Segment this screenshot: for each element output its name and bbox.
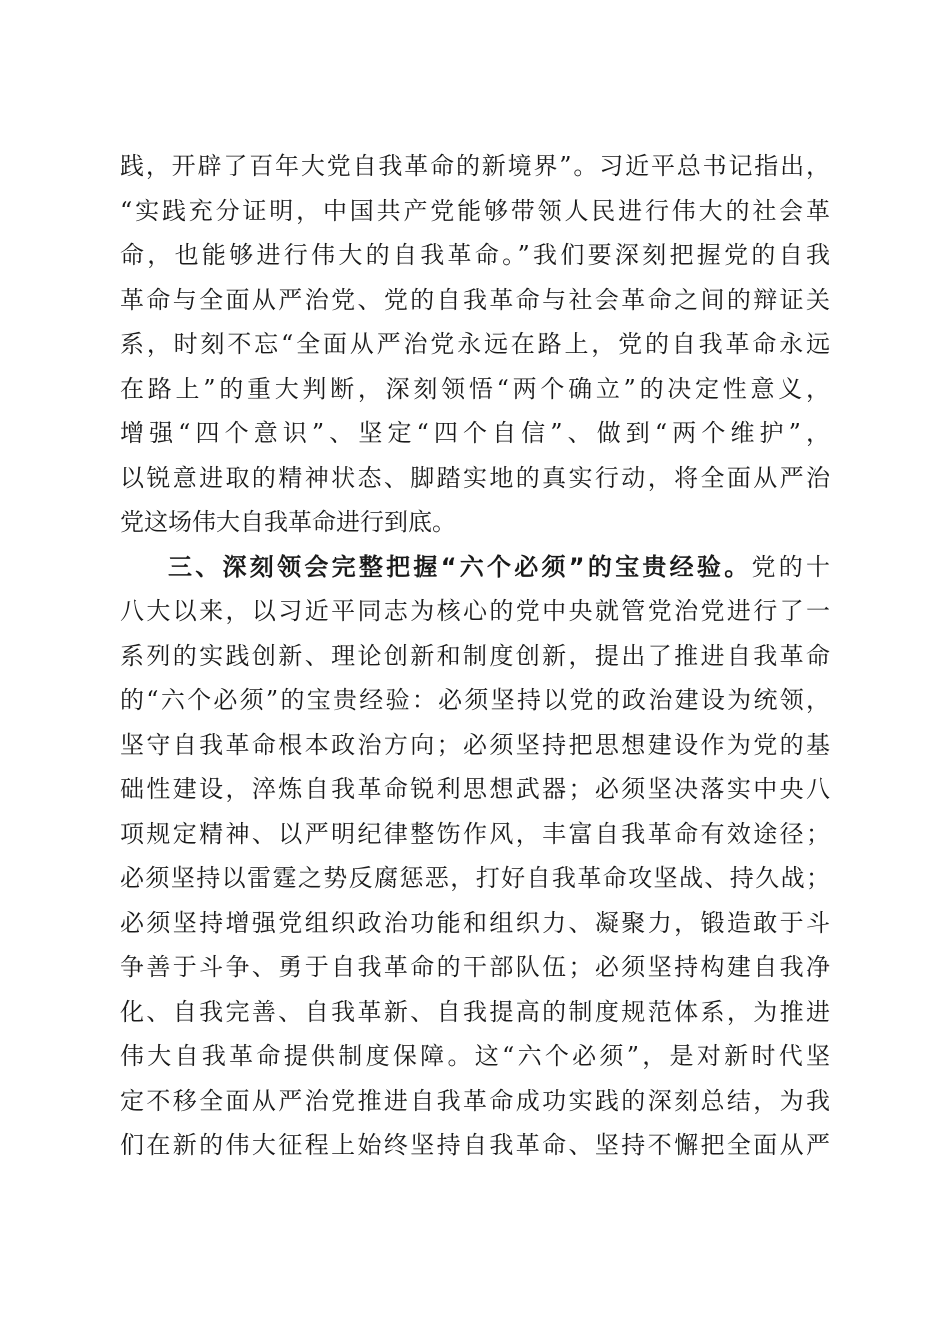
text-line: 伟大自我革命提供制度保障。这“六个必须”，是对新时代坚: [120, 1042, 830, 1070]
section-heading: 三、深刻领会完整把握“六个必须”的宝贵经验。: [168, 552, 752, 581]
text-line: 命，也能够进行伟大的自我革命。”我们要深刻把握党的自我: [120, 241, 830, 269]
text-line: 革命与全面从严治党、党的自我革命与社会革命之间的辩证关: [120, 285, 830, 314]
text-line: 定不移全面从严治党推进自我革命成功实践的深刻总结，为我: [120, 1086, 830, 1115]
text-line: 争善于斗争、勇于自我革命的干部队伍；必须坚持构建自我净: [120, 953, 830, 981]
text-line: 们在新的伟大征程上始终坚持自我革命、坚持不懈把全面从严: [120, 1131, 830, 1159]
text-line: “实践充分证明，中国共产党能够带领人民进行伟大的社会革: [120, 196, 830, 225]
text-line: 项规定精神、以严明纪律整饬作风，丰富自我革命有效途径；: [120, 819, 830, 848]
section-heading-line: [120, 545, 830, 590]
text-line: 的“六个必须”的宝贵经验：必须坚持以党的政治建设为统领，: [120, 686, 830, 714]
text-fragment: 党的十: [751, 552, 831, 581]
text-line: 系列的实践创新、理论创新和制度创新，提出了推进自我革命: [120, 641, 830, 670]
text-line: 以锐意进取的精神状态、脚踏实地的真实行动，将全面从严治: [120, 463, 830, 492]
text-line: 在路上”的重大判断，深刻领悟“两个确立”的决定性意义，: [120, 374, 830, 403]
text-line: 系，时刻不忘“全面从严治党永远在路上，党的自我革命永远: [120, 330, 830, 358]
text-line: 化、自我完善、自我革新、自我提高的制度规范体系，为推进: [120, 997, 830, 1026]
text-line: 础性建设，淬炼自我革命锐利思想武器；必须坚决落实中央八: [120, 775, 830, 803]
text-line: 践，开辟了百年大党自我革命的新境界”。习近平总书记指出，: [120, 152, 830, 180]
text-line: 八大以来，以习近平同志为核心的党中央就管党治党进行了一: [120, 597, 830, 625]
text-line: 增强“四个意识”、坚定“四个自信”、做到“两个维护”，: [120, 419, 830, 447]
text-line: 必须坚持以雷霆之势反腐惩恶，打好自我革命攻坚战、持久战；: [120, 864, 830, 892]
body-text: [120, 144, 830, 1168]
text-line: 坚守自我革命根本政治方向；必须坚持把思想建设作为党的基: [120, 730, 830, 759]
text-line: 党这场伟大自我革命进行到底。: [120, 508, 456, 536]
text-line: 必须坚持增强党组织政治功能和组织力、凝聚力，锻造敢于斗: [120, 908, 830, 937]
